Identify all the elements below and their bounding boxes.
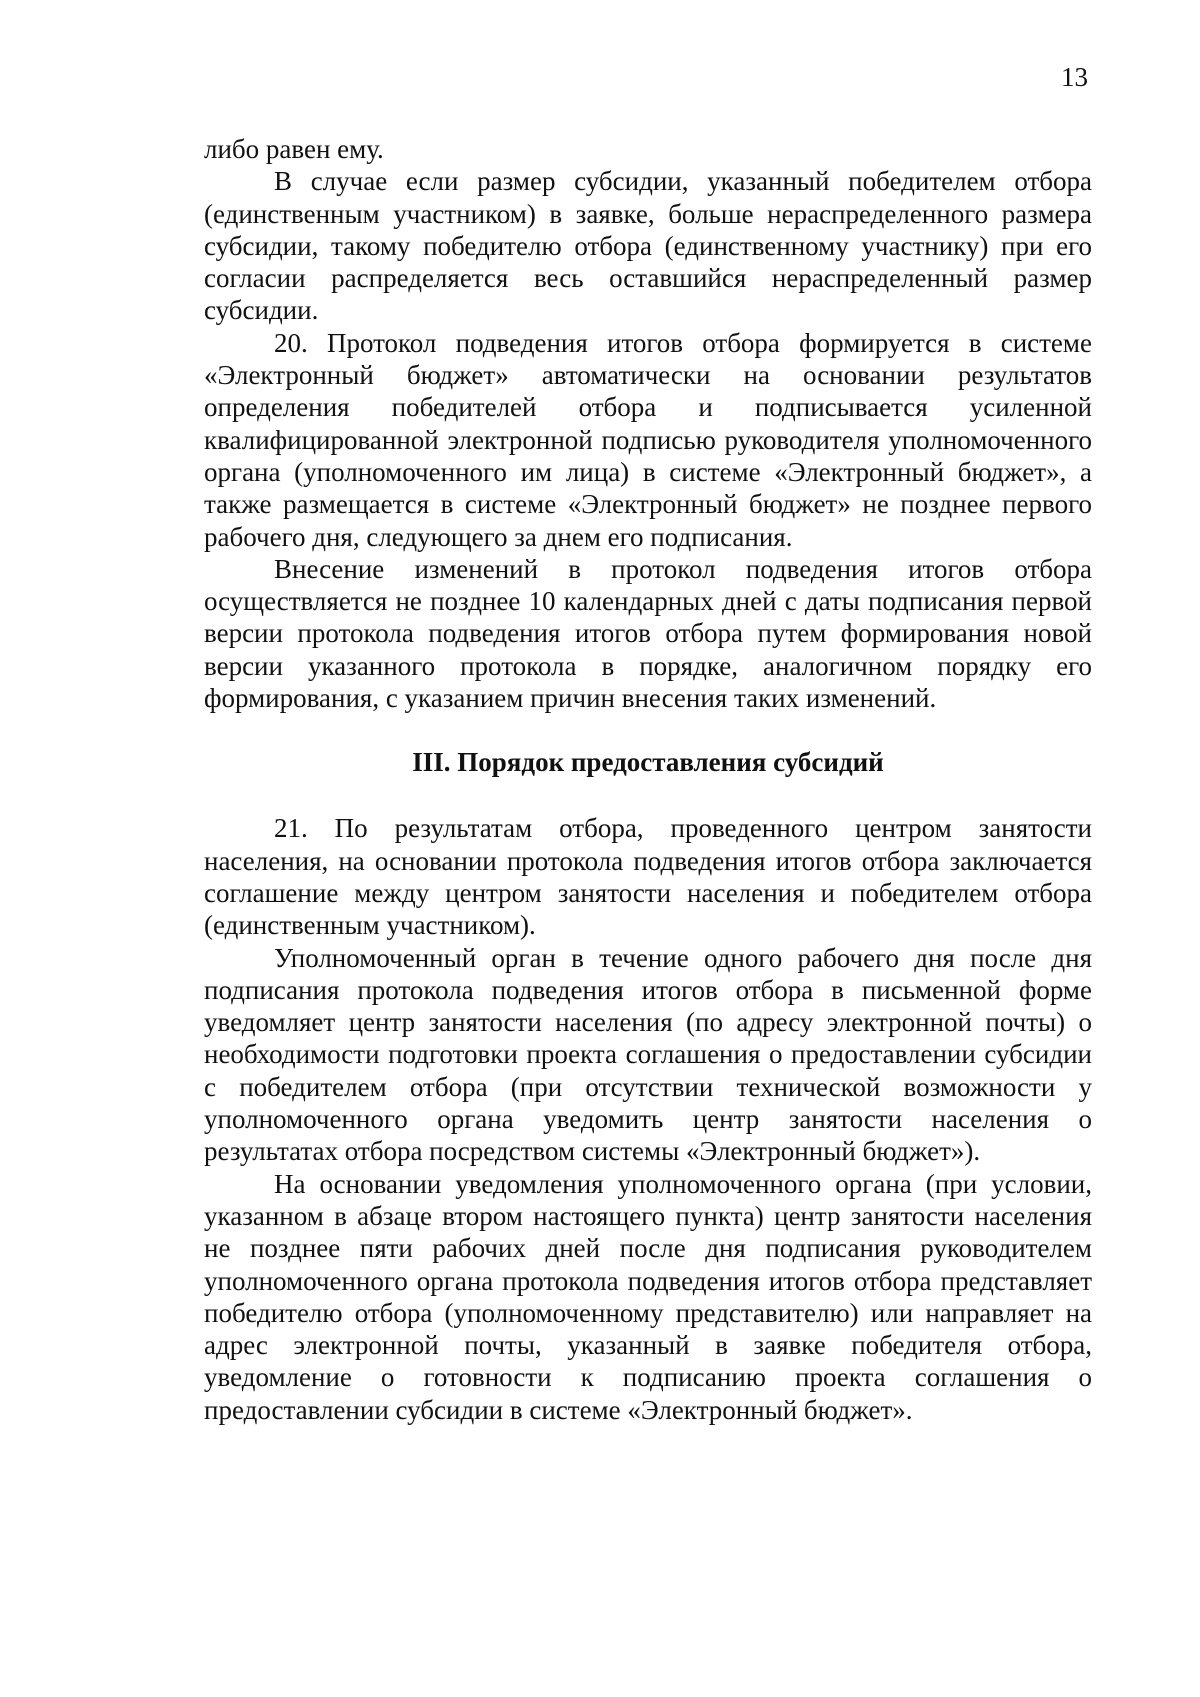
document-body	[204, 133, 1092, 1426]
paragraph-agreement-readiness: На основании уведомления уполномоченного органа (при условии, указанном в абзаце втором настоящего пункта) центр занятости населения не позднее пяти рабочих дней после дня подписания руководителем уполномоченного органа протокола подведения итогов отбора представляет победителю отбора (уполномоченному представителю) или направляет на адрес электронной почты, указанный в заявке победителя отбора, уведомление о готовности к подписанию проекта соглашения о предоставлении субсидии в системе «Электронный бюджет».	[204, 1168, 1092, 1425]
paragraph-subsidy-size: В случае если размер субсидии, указанный победителем отбора (единственным участником) в заявке, больше нераспределенного размера субсидии, такому победителю отбора (единственному участнику) при его согласии распределяется весь оставшийся нераспределенный размер субсидии.	[204, 166, 1092, 326]
paragraph-protocol-changes: Внесение изменений в протокол подведения итогов отбора осуществляется не позднее 10 календарных дней с даты подписания первой версии протокола подведения итогов отбора путем формирования новой версии указанного протокола в порядке, аналогичном порядку его формирования, с указанием причин внесения таких изменений.	[204, 553, 1092, 714]
paragraph-item-21: 21. По результатам отбора, проведенного центром занятости населения, на основании протокола подведения итогов отбора заключается соглашение между центром занятости населения и победителем отбора (единственным участником).	[204, 813, 1092, 941]
paragraph-continuation: либо равен ему.	[204, 134, 384, 164]
section-heading: III. Порядок предоставления субсидий	[412, 747, 884, 778]
paragraph-item-20: 20. Протокол подведения итогов отбора формируется в системе «Электронный бюджет» автоматически на основании результатов определения победителей отбора и подписывается усиленной квалифицированной электронной подписью руководителя уполномоченного органа (уполномоченного им лица) в системе «Электронный бюджет», а также размещается в системе «Электронный бюджет» не позднее первого рабочего дня, следующего за днем его подписания.	[204, 327, 1092, 552]
paragraph-notification: Уполномоченный орган в течение одного рабочего дня после дня подписания протокола подведения итогов отбора в письменной форме уведомляет центр занятости населения (по адресу электронной почты) о необходимости подготовки проекта соглашения о предоставлении субсидии с победителем отбора (при отсутствии технической возможности у уполномоченного органа уведомить центр занятости населения о результатах отбора посредством системы «Электронный бюджет»).	[204, 942, 1092, 1167]
page-number: 13	[1061, 62, 1088, 92]
